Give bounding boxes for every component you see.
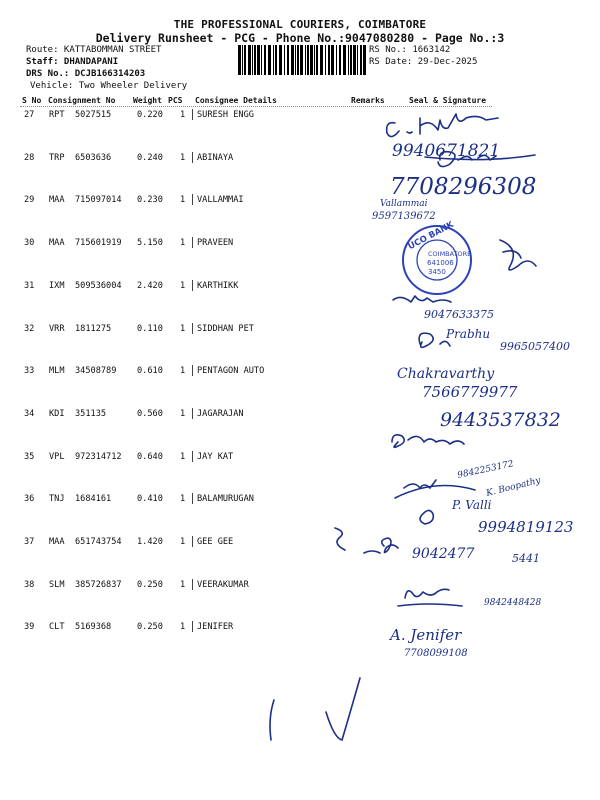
- table-row: [0, 537, 600, 557]
- table-row: [0, 153, 600, 173]
- rs-number: RS No.: 1663142: [369, 45, 451, 55]
- phone-row-34: 9443537832: [440, 409, 561, 431]
- row-consignee: JAY KAT: [197, 451, 234, 462]
- col-pcs: PCS: [168, 96, 183, 105]
- name-row-29: Vallammai: [380, 199, 428, 209]
- barcode-bar: [314, 45, 315, 75]
- barcode-bar: [297, 45, 299, 75]
- barcode-bar: [264, 45, 266, 75]
- col-sno: S No: [22, 96, 42, 105]
- row-weight: 0.110: [137, 323, 163, 334]
- barcode-bar: [307, 45, 309, 75]
- row-consignment-prefix: TRP: [49, 152, 65, 163]
- barcode-bar: [252, 45, 253, 75]
- barcode-bar: [348, 45, 349, 75]
- barcode-bar: [244, 45, 246, 75]
- stamp-code: 3450: [428, 268, 446, 276]
- phone-row-35: 9842253172: [456, 459, 515, 481]
- row-consignee: ABINAYA: [197, 152, 234, 163]
- barcode-bar: [350, 45, 352, 75]
- row-consignee: JAGARAJAN: [197, 408, 244, 419]
- row-pcs: 1: [180, 451, 186, 462]
- row-pcs: 1: [180, 579, 186, 590]
- consignee-divider: [192, 152, 193, 163]
- phone-row-31: 9047633375: [424, 308, 494, 321]
- table-row: [0, 494, 600, 514]
- barcode-bar: [331, 45, 334, 75]
- row-sno: 29: [24, 195, 35, 206]
- row-pcs: 1: [180, 152, 186, 163]
- col-weight: Weight: [133, 96, 162, 105]
- consignee-divider: [192, 493, 193, 504]
- row-consignee: PENTAGON AUTO: [197, 366, 265, 377]
- row-pcs: 1: [180, 366, 186, 377]
- phone-row-36: 9994819123: [478, 518, 574, 536]
- consignee-divider: [192, 194, 193, 205]
- row-pcs: 1: [180, 408, 186, 419]
- barcode-bar: [310, 45, 313, 75]
- name-row-33: Chakravarthy: [397, 366, 495, 382]
- barcode-bar: [268, 45, 271, 75]
- row-weight: 5.150: [137, 238, 163, 249]
- row-consignment-number: 509536004: [75, 280, 122, 291]
- row-consignment-prefix: VRR: [49, 323, 65, 334]
- barcode-bar: [273, 45, 274, 75]
- barcode-bar: [360, 45, 362, 75]
- row-consignment-number: 1811275: [75, 323, 112, 334]
- table-row: [0, 281, 600, 301]
- table-row: [0, 409, 600, 429]
- stroke-mark-left: [270, 700, 274, 740]
- row-weight: 0.250: [137, 622, 163, 633]
- consignee-divider: [192, 451, 193, 462]
- signature-row-35: [392, 435, 464, 447]
- consignee-divider: [192, 323, 193, 334]
- row-consignee: GEE GEE: [197, 537, 234, 547]
- name-row-36: P. Valli: [452, 498, 492, 512]
- barcode-bar: [363, 45, 366, 75]
- barcode-bar: [257, 45, 260, 75]
- row-sno: 27: [24, 110, 35, 120]
- col-remarks: Remarks: [351, 96, 385, 105]
- row-sno: 35: [24, 451, 35, 462]
- row-pcs: 1: [180, 195, 186, 206]
- row-consignee: VEERAKUMAR: [197, 579, 249, 590]
- barcode-bar: [284, 45, 285, 75]
- row-consignment-number: 651743754: [75, 537, 122, 547]
- row-sno: 39: [24, 622, 35, 633]
- table-row: [0, 452, 600, 472]
- row-sno: 36: [24, 494, 35, 505]
- consignee-divider: [192, 237, 193, 248]
- table-row: [0, 324, 600, 344]
- name-row-39: A. Jenifer: [390, 626, 462, 644]
- barcode-bar: [275, 45, 277, 75]
- table-row: [0, 622, 600, 642]
- table-row: [0, 195, 600, 215]
- barcode-bar: [287, 45, 289, 75]
- row-pcs: 1: [180, 537, 186, 547]
- row-pcs: 1: [180, 110, 186, 120]
- drs-label: DRS No.: DCJB166314203: [26, 69, 146, 79]
- row-pcs: 1: [180, 494, 186, 505]
- row-weight: 0.240: [137, 152, 163, 163]
- staff-label: Staff: DHANDAPANI: [26, 57, 119, 67]
- col-consignee: Consignee Details: [195, 96, 277, 105]
- row-weight: 0.640: [137, 451, 163, 462]
- row-consignment-number: 351135: [75, 408, 107, 419]
- phone-row-27: 9940671821: [392, 141, 501, 161]
- row-sno: 33: [24, 366, 35, 377]
- route-label: Route: KATTABOMMAN STREET: [26, 45, 162, 55]
- consignee-divider: [192, 109, 193, 120]
- row-consignment-number: 1684161: [75, 494, 112, 505]
- phone-row-28: 7708296308: [390, 174, 537, 200]
- consignee-divider: [192, 579, 193, 590]
- barcode-bar: [279, 45, 282, 75]
- row-weight: 0.610: [137, 366, 163, 377]
- barcode-bar: [300, 45, 303, 75]
- row-consignment-number: 34508789: [75, 366, 117, 377]
- row-weight: 0.250: [137, 579, 163, 590]
- consignee-divider: [192, 280, 193, 291]
- row-sno: 34: [24, 408, 35, 419]
- row-sno: 31: [24, 280, 35, 291]
- barcode-bar: [320, 45, 323, 75]
- table-row: [0, 366, 600, 386]
- consignee-divider: [192, 365, 193, 376]
- barcode-bar: [238, 45, 241, 75]
- barcode-bar: [339, 45, 341, 75]
- col-consignment: Consignment No: [48, 96, 116, 105]
- row-consignment-prefix: VPL: [49, 451, 65, 462]
- row-weight: 0.560: [137, 408, 163, 419]
- row-consignee: VALLAMMAI: [197, 195, 244, 206]
- row-consignee: PRAVEEN: [197, 238, 234, 249]
- row-weight: 0.410: [137, 494, 163, 505]
- row-consignment-prefix: KDI: [49, 408, 65, 419]
- phone-row-32: 9965057400: [500, 340, 570, 353]
- barcode-bar: [242, 45, 243, 75]
- row-sno: 38: [24, 579, 35, 590]
- row-consignment-prefix: IXM: [49, 280, 65, 291]
- row-consignment-prefix: MLM: [49, 366, 65, 377]
- phone-row-39: 7708099108: [404, 648, 468, 659]
- phone-row-37: 9042477: [412, 546, 475, 562]
- row-consignment-number: 715601919: [75, 238, 122, 249]
- table-row: [0, 580, 600, 600]
- row-consignment-number: 972314712: [75, 451, 122, 462]
- phone-row-29: 9597139672: [372, 211, 436, 222]
- row-pcs: 1: [180, 280, 186, 291]
- table-row: [0, 110, 600, 130]
- barcode-bar: [343, 45, 346, 75]
- row-consignment-number: 6503636: [75, 152, 112, 163]
- rs-date: RS Date: 29-Dec-2025: [369, 57, 478, 67]
- barcode-bar: [261, 45, 262, 75]
- row-weight: 1.420: [137, 537, 163, 547]
- row-sno: 32: [24, 323, 35, 334]
- row-consignee: SURESH ENGG: [197, 110, 254, 120]
- row-consignment-prefix: CLT: [49, 622, 65, 633]
- row-sno: 37: [24, 537, 35, 547]
- company-title: THE PROFESSIONAL COURIERS, COIMBATORE: [173, 18, 427, 31]
- barcode-bar: [316, 45, 318, 75]
- barcode-bar: [325, 45, 326, 75]
- barcode-bar: [305, 45, 306, 75]
- row-consignment-number: 5027515: [75, 110, 112, 120]
- barcode-bar: [291, 45, 294, 75]
- barcode-bar: [254, 45, 256, 75]
- table-row: [0, 238, 600, 258]
- consignee-divider: [192, 408, 193, 419]
- row-consignment-prefix: SLM: [49, 579, 65, 590]
- runsheet-subtitle: Delivery Runsheet - PCG - Phone No.:9047080280 - Page No.:3: [95, 31, 505, 45]
- barcode-bar: [336, 45, 337, 75]
- row-consignment-number: 5169368: [75, 622, 112, 633]
- row-consignment-prefix: MAA: [49, 537, 65, 547]
- row-consignment-prefix: MAA: [49, 238, 65, 249]
- row-weight: 0.230: [137, 195, 163, 206]
- row-consignee: SIDDHAN PET: [197, 323, 254, 334]
- header-divider: [20, 106, 492, 107]
- barcode-bar: [248, 45, 251, 75]
- row-consignment-number: 715097014: [75, 195, 122, 206]
- code-row-37: 5441: [512, 552, 540, 565]
- stamp-pin: 641006: [427, 259, 454, 267]
- row-consignment-prefix: TNJ: [49, 494, 65, 505]
- barcode-bar: [357, 45, 358, 75]
- stroke-mark-right: [326, 678, 360, 740]
- row-consignment-prefix: RPT: [49, 110, 65, 120]
- row-consignee: JENIFER: [197, 622, 234, 633]
- row-pcs: 1: [180, 238, 186, 249]
- name-row-32: Prabhu: [446, 327, 491, 341]
- stamp-bank-name: UCO BANK: [406, 219, 456, 253]
- row-consignee: BALAMURUGAN: [197, 494, 254, 505]
- barcode-bar: [328, 45, 330, 75]
- row-weight: 2.420: [137, 280, 163, 291]
- barcode: [238, 45, 366, 75]
- row-consignment-prefix: MAA: [49, 195, 65, 206]
- row-pcs: 1: [180, 323, 186, 334]
- barcode-bar: [295, 45, 296, 75]
- consignee-divider: [192, 621, 193, 632]
- row-pcs: 1: [180, 622, 186, 633]
- col-seal-signature: Seal & Signature: [409, 96, 487, 105]
- stamp-branch: COIMBATORE: [428, 250, 472, 258]
- row-consignee: KARTHIKK: [197, 280, 239, 291]
- name-row-35b: K. Boopathy: [485, 475, 542, 499]
- consignee-divider: [192, 536, 193, 547]
- row-consignment-number: 385726837: [75, 579, 122, 590]
- phone-row-33: 7566779977: [422, 383, 518, 401]
- row-weight: 0.220: [137, 110, 163, 120]
- phone-row-38: 9842448428: [484, 598, 542, 608]
- row-sno: 28: [24, 152, 35, 163]
- barcode-bar: [353, 45, 356, 75]
- vehicle-label: Vehicle: Two Wheeler Delivery: [30, 81, 188, 91]
- row-sno: 30: [24, 238, 35, 249]
